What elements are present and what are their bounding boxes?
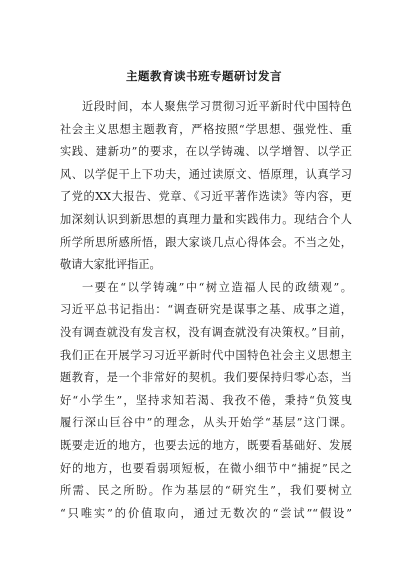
body-line: 加深刻认识到新思想的真理力量和实践伟力。现结合个人 <box>60 212 352 226</box>
body-line: 没有调查就没有发言权，没有调查就没有决策权。”目前， <box>60 325 352 339</box>
body-line: 所学所思所感所悟，跟大家谈几点心得体会。不当之处， <box>60 235 352 249</box>
body-line: 习近平总书记指出：“调查研究是谋事之基、成事之道， <box>60 303 352 317</box>
body-line: 敬请大家批评指正。 <box>60 258 161 272</box>
body-line: 一要在“以学铸魂”中“树立造福人民的政绩观”。 <box>82 280 352 294</box>
body-line: “只唯实”的价值取向，通过无数次的“尝试”“假设” <box>60 506 352 520</box>
body-line: 好的地方，也要看弱项短板，在微小细节中“捕捉”民之 <box>60 461 352 475</box>
body-line: 社会主义思想主题教育，严格按照“学思想、强党性、重 <box>60 122 352 136</box>
body-line: 履行深山巨谷中”的理念，从头开始学“基层”这门课。 <box>60 416 352 430</box>
document-body <box>60 96 352 525</box>
body-line: 近段时间，本人聚焦学习贯彻习近平新时代中国特色 <box>82 100 352 113</box>
body-line: 了党的XX大报告、党章、《习近平著作选读》等内容，更 <box>60 190 352 204</box>
document-title: 主题教育读书班专题研讨发言 <box>126 69 282 83</box>
body-line: 既要走近的地方，也要去远的地方，既要看基础好、发展 <box>60 438 352 452</box>
body-line: 我们正在开展学习习近平新时代中国特色社会主义思想主 <box>60 348 352 362</box>
body-line: 题教育，是一个非常好的契机。我们要保持归零心态，当 <box>60 371 352 385</box>
body-line: 所需、民之所盼。作为基层的“研究生”，我们要树立 <box>60 484 352 498</box>
body-line: 实践、建新功”的要求，在以学铸魂、以学增智、以学正 <box>60 145 352 159</box>
body-line: 风、以学促干上下功夫，通过读原文、悟原理，认真学习 <box>60 167 352 181</box>
body-line: 好“小学生”，坚持求知若渴、我孜不倦，秉持“负笈曳 <box>60 393 352 407</box>
